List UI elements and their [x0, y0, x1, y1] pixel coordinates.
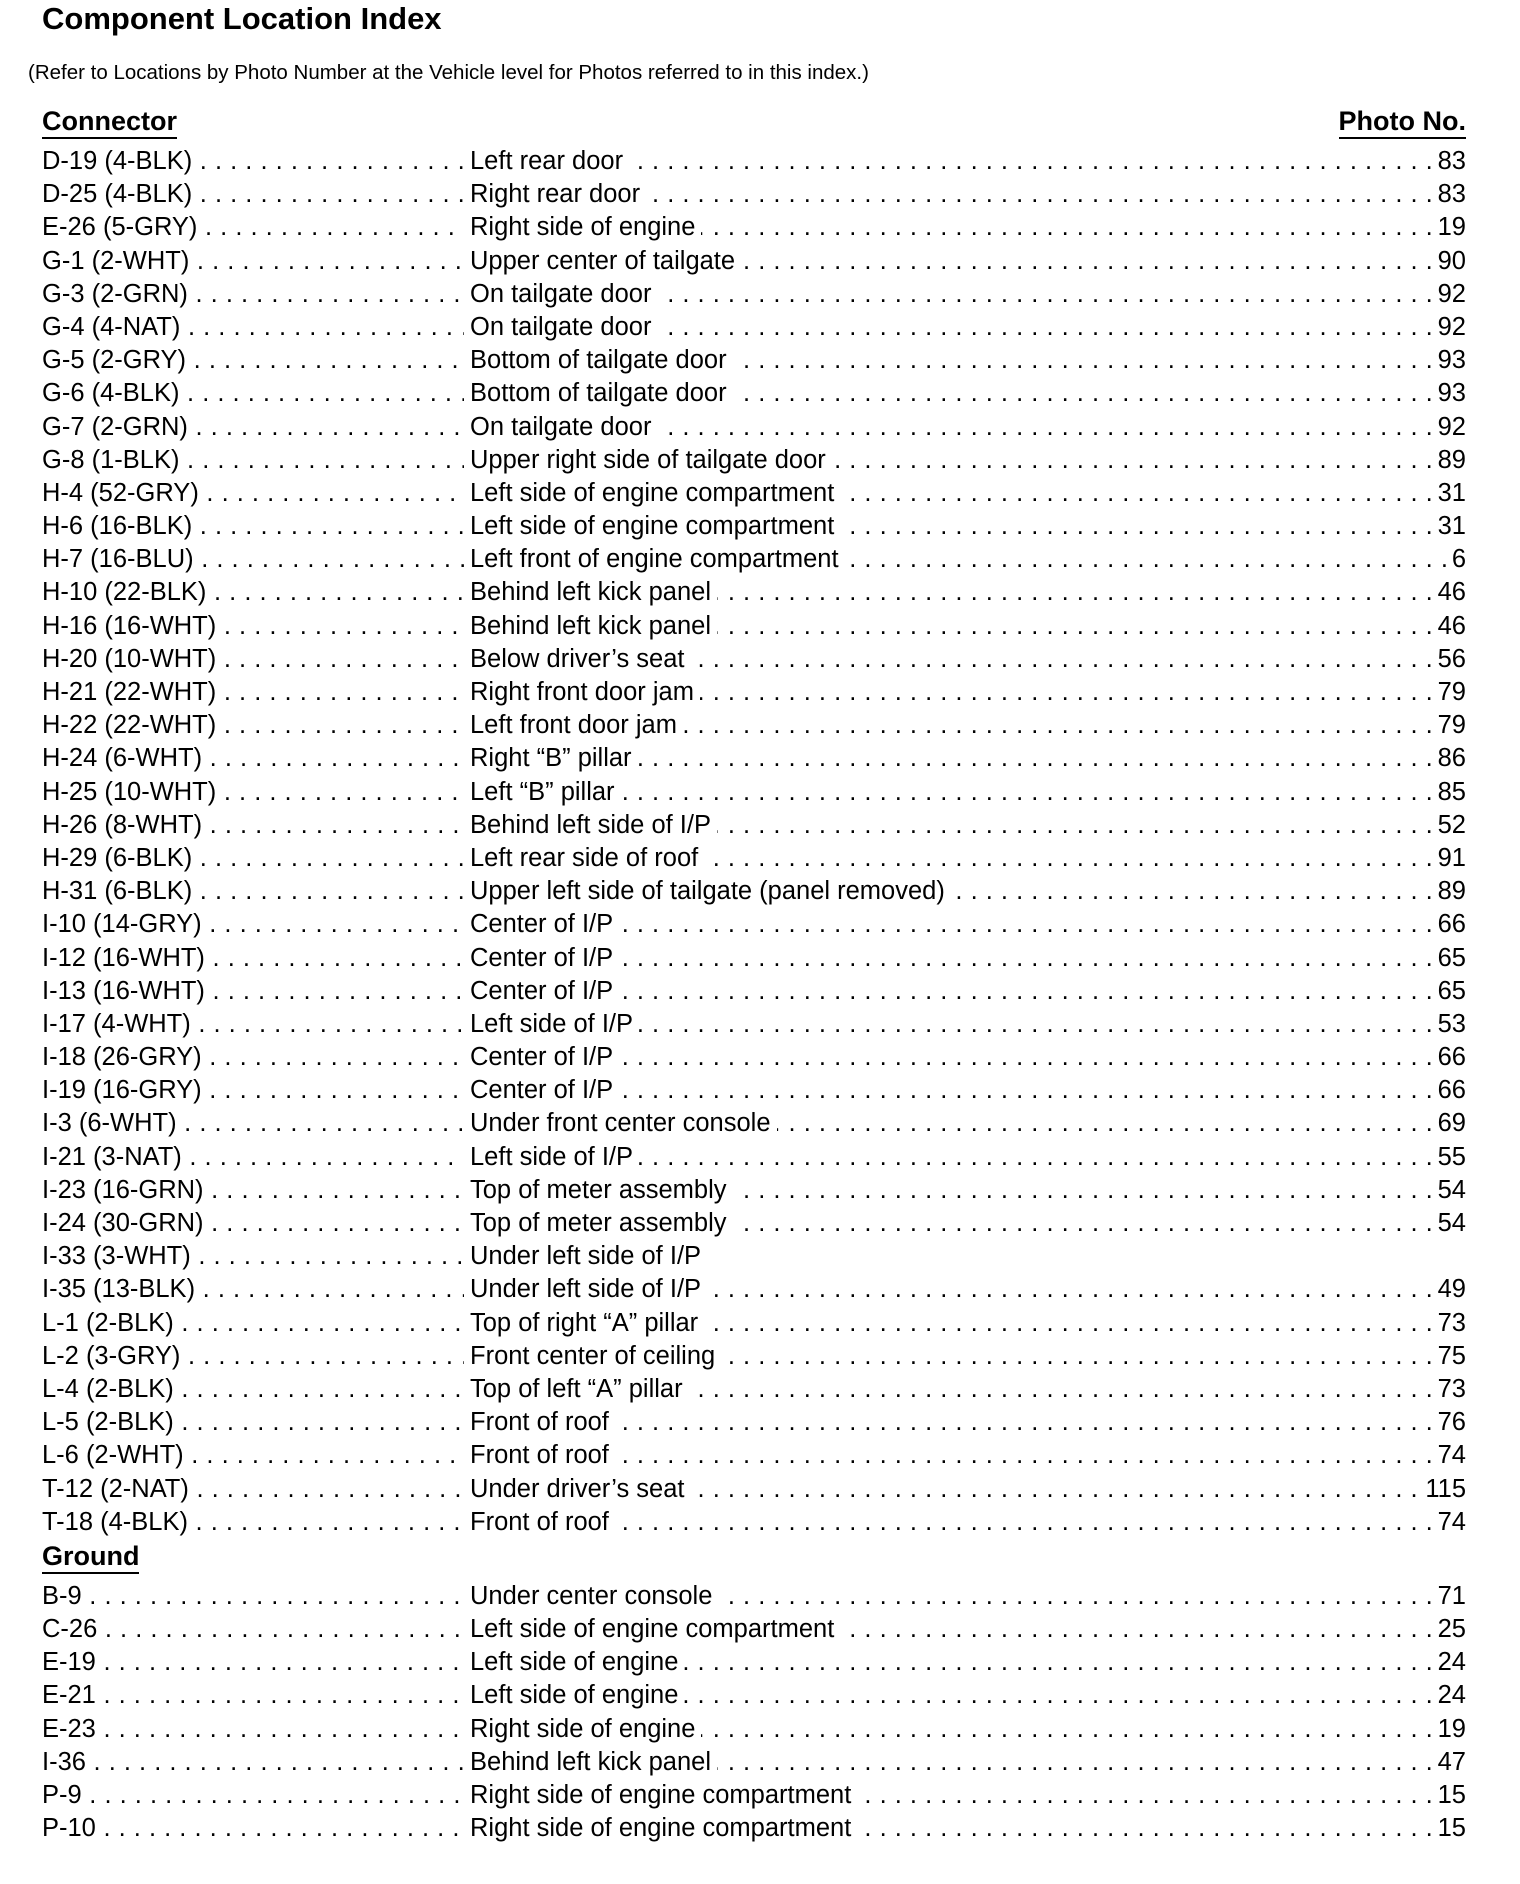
photo-number: 92 — [1434, 411, 1466, 444]
photo-number: 89 — [1434, 444, 1466, 477]
photo-number: 69 — [1434, 1107, 1466, 1140]
connector-id: C-26 . . . — [42, 1613, 464, 1646]
connector-id: H-22 (22-WHT) . . . — [42, 709, 464, 742]
index-row — [42, 344, 1472, 377]
location-cell — [470, 1613, 1466, 1646]
leader-dots — [470, 1041, 1466, 1074]
location-text: Front of roof — [470, 1508, 615, 1536]
photo-number: 93 — [1434, 377, 1466, 410]
index-row — [42, 510, 1472, 543]
location-text: Right side of engine compartment — [470, 1781, 857, 1809]
index-row — [42, 1174, 1472, 1207]
photo-number: 15 — [1434, 1812, 1466, 1845]
index-row — [42, 1713, 1472, 1746]
location-text: Left rear side of roof — [470, 844, 704, 872]
index-row — [42, 1207, 1472, 1240]
index-row — [42, 145, 1472, 178]
location-text: Right rear door — [470, 180, 646, 208]
location-cell — [470, 776, 1466, 809]
connector-id: L-4 (2-BLK) . . . — [42, 1373, 464, 1406]
location-text: Right front door jam — [470, 678, 700, 706]
location-cell — [470, 809, 1466, 842]
index-row — [42, 1141, 1472, 1174]
location-cell — [470, 1812, 1466, 1845]
index-row — [42, 643, 1472, 676]
index-row — [42, 1812, 1472, 1845]
connector-id: H-16 (16-WHT) . . . — [42, 610, 464, 643]
photo-number: 75 — [1434, 1340, 1466, 1373]
connector-id: H-20 (10-WHT) . . . — [42, 643, 464, 676]
leader-dots — [470, 975, 1466, 1008]
index-row — [42, 1041, 1472, 1074]
ground-list — [42, 1580, 1472, 1846]
location-text: Left “B” pillar — [470, 778, 621, 806]
index-row — [42, 875, 1472, 908]
photo-number: 24 — [1434, 1679, 1466, 1712]
photo-number: 6 — [1448, 543, 1466, 576]
connector-id: P-10 . . . — [42, 1812, 464, 1845]
location-text: Right “B” pillar — [470, 744, 638, 772]
connector-id: D-19 (4-BLK) . . . — [42, 145, 464, 178]
photo-number: 92 — [1434, 311, 1466, 344]
photo-number: 65 — [1434, 942, 1466, 975]
connector-id: H-26 (8-WHT) . . . — [42, 809, 464, 842]
location-cell — [470, 1779, 1466, 1812]
location-text: On tailgate door — [470, 313, 657, 341]
location-text: Left side of engine — [470, 1648, 684, 1676]
location-cell — [470, 842, 1466, 875]
photo-number: 86 — [1434, 742, 1466, 775]
location-cell — [470, 344, 1466, 377]
location-cell — [470, 245, 1466, 278]
connector-id: I-24 (30-GRN) . . . — [42, 1207, 464, 1240]
index-row — [42, 1406, 1472, 1439]
photo-number: 25 — [1434, 1613, 1466, 1646]
connector-id: G-7 (2-GRN) . . . — [42, 411, 464, 444]
leader-dots — [470, 1074, 1466, 1107]
location-cell — [470, 1506, 1466, 1539]
location-text: Front center of ceiling — [470, 1342, 721, 1370]
connector-id: T-12 (2-NAT) . . . — [42, 1473, 464, 1506]
location-cell — [470, 1473, 1466, 1506]
connector-id: H-7 (16-BLU) . . . — [42, 543, 464, 576]
location-cell — [470, 178, 1466, 211]
connector-id: H-6 (16-BLK) . . . — [42, 510, 464, 543]
connector-id: I-23 (16-GRN) . . . — [42, 1174, 464, 1207]
location-text: Upper center of tailgate — [470, 247, 741, 275]
leader-dots — [470, 1506, 1466, 1539]
connector-id: G-5 (2-GRY) . . . — [42, 344, 464, 377]
location-text: Center of I/P — [470, 977, 619, 1005]
photo-number: 53 — [1434, 1008, 1466, 1041]
location-text: Upper left side of tailgate (panel removed) — [470, 877, 951, 905]
location-text: Right side of engine compartment — [470, 1814, 857, 1842]
location-text: Left front of engine compartment — [470, 545, 845, 573]
index-page — [28, 0, 1472, 1845]
photo-number: 91 — [1434, 842, 1466, 875]
location-text: Left front door jam — [470, 711, 683, 739]
index-row — [42, 908, 1472, 941]
index-row — [42, 211, 1472, 244]
index-row — [42, 1580, 1472, 1613]
page-title: Component Location Index — [42, 1, 442, 36]
index-row — [42, 1008, 1472, 1041]
connector-id: I-18 (26-GRY) . . . — [42, 1041, 464, 1074]
location-text: Top of meter assembly — [470, 1209, 733, 1237]
index-row — [42, 377, 1472, 410]
photo-number: 47 — [1434, 1746, 1466, 1779]
connector-id: G-1 (2-WHT) . . . — [42, 245, 464, 278]
location-cell — [470, 1439, 1466, 1472]
index-row — [42, 1240, 1472, 1273]
location-text: Behind left kick panel — [470, 578, 717, 606]
photo-number: 15 — [1434, 1779, 1466, 1812]
index-row — [42, 311, 1472, 344]
location-text: Right side of engine — [470, 1715, 701, 1743]
location-text: Below driver’s seat — [470, 645, 690, 673]
location-cell — [470, 1240, 1466, 1273]
location-text: On tailgate door — [470, 413, 657, 441]
connector-id: I-33 (3-WHT) . . . — [42, 1240, 464, 1273]
location-text: Left side of engine compartment — [470, 1615, 840, 1643]
location-cell — [470, 875, 1466, 908]
location-cell — [470, 1679, 1466, 1712]
connector-id: L-6 (2-WHT) . . . — [42, 1439, 464, 1472]
index-row — [42, 1273, 1472, 1306]
index-row — [42, 1373, 1472, 1406]
photo-number: 52 — [1434, 809, 1466, 842]
connector-id: I-21 (3-NAT) . . . — [42, 1141, 464, 1174]
connector-id: I-36 . . . — [42, 1746, 464, 1779]
connector-section-header — [42, 106, 1466, 139]
location-cell — [470, 311, 1466, 344]
photo-number: 74 — [1434, 1439, 1466, 1472]
connector-id: G-3 (2-GRN) . . . — [42, 278, 464, 311]
index-row — [42, 1074, 1472, 1107]
connector-id: D-25 (4-BLK) . . . — [42, 178, 464, 211]
photo-number: 24 — [1434, 1646, 1466, 1679]
index-row — [42, 1439, 1472, 1472]
location-text: Behind left side of I/P — [470, 811, 717, 839]
index-row — [42, 975, 1472, 1008]
location-text: Under left side of I/P — [470, 1275, 707, 1303]
location-text: On tailgate door — [470, 280, 657, 308]
index-row — [42, 178, 1472, 211]
photo-number: 85 — [1434, 776, 1466, 809]
connector-id: I-13 (16-WHT) . . . — [42, 975, 464, 1008]
location-cell — [470, 576, 1466, 609]
location-cell — [470, 543, 1466, 576]
location-cell — [470, 1646, 1466, 1679]
location-text: Top of meter assembly — [470, 1176, 733, 1204]
location-cell — [470, 377, 1466, 410]
location-text: Top of left “A” pillar — [470, 1375, 689, 1403]
photo-number: 93 — [1434, 344, 1466, 377]
location-text: Left side of engine — [470, 1681, 684, 1709]
connector-id: T-18 (4-BLK) . . . — [42, 1506, 464, 1539]
connector-id: E-21 . . . — [42, 1679, 464, 1712]
photo-number: 54 — [1434, 1174, 1466, 1207]
photo-number: 76 — [1434, 1406, 1466, 1439]
index-row — [42, 1506, 1472, 1539]
location-cell — [470, 1713, 1466, 1746]
photo-number: 66 — [1434, 908, 1466, 941]
location-cell — [470, 742, 1466, 775]
photo-number: 46 — [1434, 576, 1466, 609]
location-cell — [470, 942, 1466, 975]
index-row — [42, 1107, 1472, 1140]
location-text: Left rear door — [470, 147, 629, 175]
location-cell — [470, 1008, 1466, 1041]
location-cell — [470, 145, 1466, 178]
photo-number: 79 — [1434, 709, 1466, 742]
index-row — [42, 1473, 1472, 1506]
location-text: Left side of I/P — [470, 1010, 639, 1038]
photo-number: 92 — [1434, 278, 1466, 311]
photo-number: 54 — [1434, 1207, 1466, 1240]
index-row — [42, 576, 1472, 609]
connector-id: H-24 (6-WHT) . . . — [42, 742, 464, 775]
index-row — [42, 709, 1472, 742]
index-row — [42, 676, 1472, 709]
photo-number: 49 — [1434, 1273, 1466, 1306]
index-row — [42, 776, 1472, 809]
location-text: Top of right “A” pillar — [470, 1309, 704, 1337]
location-text: Bottom of tailgate door — [470, 346, 733, 374]
connector-id: H-25 (10-WHT) . . . — [42, 776, 464, 809]
photo-number: 71 — [1434, 1580, 1466, 1613]
index-row — [42, 444, 1472, 477]
index-row — [42, 477, 1472, 510]
index-row — [42, 842, 1472, 875]
connector-id: I-12 (16-WHT) . . . — [42, 942, 464, 975]
photo-number: 19 — [1434, 211, 1466, 244]
location-text: Upper right side of tailgate door — [470, 446, 832, 474]
connector-id: I-17 (4-WHT) . . . — [42, 1008, 464, 1041]
connector-id: H-21 (22-WHT) . . . — [42, 676, 464, 709]
location-cell — [470, 1207, 1466, 1240]
location-text: Center of I/P — [470, 1043, 619, 1071]
connector-id: H-31 (6-BLK) . . . — [42, 875, 464, 908]
index-row — [42, 610, 1472, 643]
connector-id: E-26 (5-GRY) . . . — [42, 211, 464, 244]
location-cell — [470, 1074, 1466, 1107]
index-row — [42, 942, 1472, 975]
photo-number: 83 — [1434, 145, 1466, 178]
location-cell — [470, 411, 1466, 444]
photo-number: 115 — [1421, 1473, 1466, 1506]
location-text: Bottom of tailgate door — [470, 379, 733, 407]
index-row — [42, 1779, 1472, 1812]
location-text: Under driver’s seat — [470, 1475, 690, 1503]
connector-list — [42, 145, 1472, 1539]
location-text: Under front center console — [470, 1109, 777, 1137]
photo-number: 31 — [1434, 510, 1466, 543]
location-cell — [470, 1580, 1466, 1613]
reference-note: (Refer to Locations by Photo Number at the Vehicle level for Photos referred to in this index.) — [28, 61, 869, 84]
connector-id: H-4 (52-GRY) . . . — [42, 477, 464, 510]
location-cell — [470, 211, 1466, 244]
location-cell — [470, 975, 1466, 1008]
location-text: Left side of engine compartment — [470, 479, 840, 507]
photo-number: 74 — [1434, 1506, 1466, 1539]
location-cell — [470, 1174, 1466, 1207]
photo-number: 90 — [1434, 245, 1466, 278]
leader-dots — [470, 942, 1466, 975]
index-row — [42, 1613, 1472, 1646]
photo-number: 73 — [1434, 1307, 1466, 1340]
photo-number: 65 — [1434, 975, 1466, 1008]
photo-number: 46 — [1434, 610, 1466, 643]
photo-number: 83 — [1434, 178, 1466, 211]
leader-dots — [470, 908, 1466, 941]
index-row — [42, 1679, 1472, 1712]
location-text: Front of roof — [470, 1408, 615, 1436]
connector-id: B-9 . . . — [42, 1580, 464, 1613]
location-cell — [470, 610, 1466, 643]
photo-number: 79 — [1434, 676, 1466, 709]
location-cell — [470, 1307, 1466, 1340]
location-cell — [470, 444, 1466, 477]
index-row — [42, 278, 1472, 311]
location-cell — [470, 510, 1466, 543]
index-row — [42, 411, 1472, 444]
connector-id: L-1 (2-BLK) . . . — [42, 1307, 464, 1340]
index-row — [42, 742, 1472, 775]
photo-number: 66 — [1434, 1074, 1466, 1107]
index-row — [42, 1340, 1472, 1373]
location-text: Center of I/P — [470, 944, 619, 972]
photo-number: 66 — [1434, 1041, 1466, 1074]
location-text: Left side of I/P — [470, 1143, 639, 1171]
location-cell — [470, 1141, 1466, 1174]
photo-number: 56 — [1434, 643, 1466, 676]
connector-id: L-5 (2-BLK) . . . — [42, 1406, 464, 1439]
index-row — [42, 543, 1472, 576]
connector-id: H-10 (22-BLK) . . . — [42, 576, 464, 609]
index-row — [42, 809, 1472, 842]
photo-number: 55 — [1434, 1141, 1466, 1174]
location-text: Center of I/P — [470, 910, 619, 938]
location-text: Center of I/P — [470, 1076, 619, 1104]
location-text: Under center console — [470, 1582, 718, 1610]
connector-id: G-4 (4-NAT) . . . — [42, 311, 464, 344]
location-text: Behind left kick panel — [470, 1748, 717, 1776]
ground-section-header — [42, 1541, 1466, 1574]
photo-number: 73 — [1434, 1373, 1466, 1406]
connector-id: I-3 (6-WHT) . . . — [42, 1107, 464, 1140]
location-text: Right side of engine — [470, 213, 701, 241]
connector-id: P-9 . . . — [42, 1779, 464, 1812]
index-row — [42, 1646, 1472, 1679]
location-cell — [470, 1107, 1466, 1140]
location-cell — [470, 477, 1466, 510]
connector-id: I-19 (16-GRY) . . . — [42, 1074, 464, 1107]
index-row — [42, 1307, 1472, 1340]
connector-heading: Connector — [42, 106, 177, 139]
connector-id: I-10 (14-GRY) . . . — [42, 908, 464, 941]
location-text: Left side of engine compartment — [470, 512, 840, 540]
location-cell — [470, 1406, 1466, 1439]
location-cell — [470, 676, 1466, 709]
leader-dots — [470, 1406, 1466, 1439]
location-cell — [470, 908, 1466, 941]
connector-id: E-23 . . . — [42, 1713, 464, 1746]
location-cell — [470, 1340, 1466, 1373]
location-cell — [470, 1041, 1466, 1074]
leader-dots — [470, 1439, 1466, 1472]
location-cell — [470, 278, 1466, 311]
location-text: Behind left kick panel — [470, 612, 717, 640]
location-text: Under left side of I/P — [470, 1242, 707, 1270]
connector-id: G-6 (4-BLK) . . . — [42, 377, 464, 410]
location-cell — [470, 1373, 1466, 1406]
photo-number-heading: Photo No. — [1339, 106, 1466, 139]
photo-number: 19 — [1434, 1713, 1466, 1746]
location-cell — [470, 1746, 1466, 1779]
location-text: Front of roof — [470, 1441, 615, 1469]
index-row — [42, 1746, 1472, 1779]
photo-number: 31 — [1434, 477, 1466, 510]
location-cell — [470, 1273, 1466, 1306]
ground-heading: Ground — [42, 1541, 139, 1574]
photo-number: 89 — [1434, 875, 1466, 908]
location-cell — [470, 709, 1466, 742]
connector-id: L-2 (3-GRY) . . . — [42, 1340, 464, 1373]
connector-id: H-29 (6-BLK) . . . — [42, 842, 464, 875]
index-row — [42, 245, 1472, 278]
connector-id: I-35 (13-BLK) . . . — [42, 1273, 464, 1306]
location-cell — [470, 643, 1466, 676]
connector-id: E-19 . . . — [42, 1646, 464, 1679]
connector-id: G-8 (1-BLK) . . . — [42, 444, 464, 477]
